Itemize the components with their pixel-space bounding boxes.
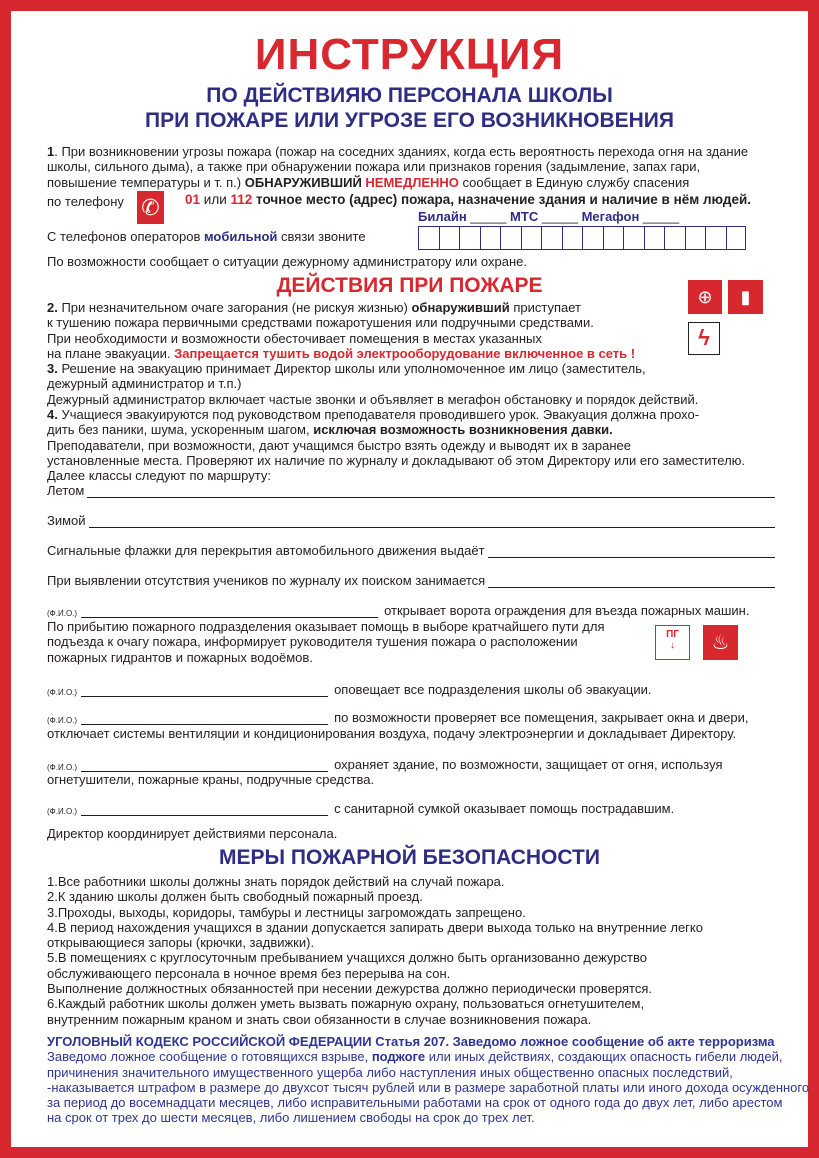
text-line	[185, 192, 751, 207]
text-line	[47, 422, 745, 437]
text-segment: открывающиеся запоры (крючки, задвижки).	[47, 935, 315, 951]
text-segment: 112	[230, 192, 253, 207]
duty-text: с санитарной сумкой оказывает помощь пострадавшим.	[334, 801, 675, 816]
digit-box[interactable]	[726, 226, 747, 250]
phone-number-boxes	[418, 226, 746, 250]
text-line	[47, 1080, 809, 1095]
text-segment: Решение на эвакуацию принимает Директор школы или уполномоченное им лицо (заместитель,	[57, 361, 646, 377]
text-line	[47, 935, 703, 950]
text-segment: Далее классы следуют по маршруту:	[47, 468, 271, 484]
text-segment: При необходимости и возможности обесточивает помещения в местах указанных	[47, 330, 542, 346]
text-segment: _____	[538, 209, 582, 224]
text-line	[47, 981, 703, 996]
text-line	[47, 1110, 809, 1125]
subtitle-line-1: ПО ДЕЙСТВИЯЮ ПЕРСОНАЛА ШКОЛЫ	[206, 84, 613, 107]
text-segment: на срок от трех до шести месяцев, либо лишением свободы на срок до трех лет.	[47, 1110, 535, 1126]
text-segment: УГОЛОВНЫЙ КОДЕКС РОССИЙСКОЙ ФЕДЕРАЦИИ Статья 207. Заведомо ложное сообщение об акте терроризма	[47, 1034, 775, 1049]
text-segment: 01	[185, 192, 201, 207]
text-line	[47, 174, 748, 189]
text-line	[47, 346, 745, 361]
text-line	[47, 229, 366, 244]
text-segment: огнетушители, пожарные краны, подручные средства.	[47, 772, 375, 787]
fio-label: (Ф.И.О.)	[47, 807, 78, 816]
winter-route-field[interactable]	[47, 513, 775, 528]
text-line	[47, 772, 374, 787]
text-line	[47, 1095, 809, 1110]
text-segment: 2.К зданию школы должен быть свободный пожарный проезд.	[47, 889, 423, 905]
text-segment: обнаруживший	[411, 300, 510, 315]
text-line	[47, 905, 703, 920]
text-segment: . При возникновении угрозы пожара (пожар на соседних зданиях, когда есть вероятность перехода огня на здание	[54, 144, 749, 159]
text-segment: Учащиеся эвакуируются под руководством преподавателя проводившего урок. Эвакуация должна прохо-	[57, 407, 700, 423]
duty-continuation	[47, 726, 736, 741]
text-segment: Преподаватели, при возможности, дают учащимся быстро взять одежду и выводят их в заранее	[47, 437, 632, 453]
text-segment: по телефону	[47, 194, 124, 209]
text-segment: повышение температуры и т. п.)	[47, 174, 245, 190]
text-segment: на плане эвакуации.	[47, 345, 175, 361]
text-segment: Директор координирует действиями персонала.	[47, 826, 338, 841]
text-segment: сообщает в Единую службу спасения	[458, 174, 690, 190]
text-segment: Мегафон	[581, 209, 640, 224]
digit-box[interactable]	[685, 226, 706, 250]
text-segment: пожарных гидрантов и пожарных водоёмов.	[47, 649, 313, 665]
text-segment: причинения значительного имущественного ущерба либо наступления иных общественно опасных последствий,	[47, 1064, 733, 1080]
director-text	[47, 826, 337, 841]
text-segment: 4.	[47, 407, 58, 423]
text-line	[47, 158, 748, 173]
digit-box[interactable]	[521, 226, 542, 250]
text-line	[47, 468, 745, 483]
text-segment: обслуживающего персонала в ночное время без перерыва на сон.	[47, 965, 451, 981]
section-measures-heading: МЕРЫ ПОЖАРНОЙ БЕЗОПАСНОСТИ	[219, 846, 600, 869]
text-line	[47, 996, 703, 1011]
text-line	[47, 254, 527, 269]
text-line	[47, 315, 745, 330]
text-segment: 1.Все работники школы должны знать порядок действий на случай пожара.	[47, 874, 505, 889]
text-line	[47, 889, 703, 904]
report-text	[47, 254, 527, 269]
digit-box[interactable]	[644, 226, 665, 250]
text-line	[47, 1012, 703, 1027]
text-segment: 5.В помещениях с круглосуточным пребыванием учащихся должно быть организованно дежурство	[47, 950, 647, 966]
criminal-code-notice	[47, 1034, 809, 1126]
water-source-icon: ♨	[703, 625, 738, 660]
digit-box[interactable]	[480, 226, 501, 250]
fio-label: (Ф.И.О.)	[47, 688, 78, 697]
text-segment: МТС	[510, 209, 539, 224]
fio-line[interactable]	[81, 760, 328, 772]
text-line	[47, 619, 605, 634]
text-segment: НЕМЕДЛЕННО	[365, 174, 459, 190]
search-field[interactable]	[47, 573, 775, 588]
text-line	[47, 950, 703, 965]
duty-text: открывает ворота ограждения для въезда пожарных машин.	[384, 603, 750, 618]
digit-box[interactable]	[459, 226, 480, 250]
emergency-numbers	[185, 192, 751, 207]
text-segment: или	[200, 192, 231, 207]
digit-box[interactable]	[418, 226, 439, 250]
text-line	[47, 1065, 809, 1080]
mobile-call-text	[47, 229, 366, 244]
digit-box[interactable]	[500, 226, 521, 250]
fio-line[interactable]	[81, 713, 328, 725]
digit-box[interactable]	[439, 226, 460, 250]
text-segment: 3.	[47, 361, 58, 377]
summer-route-field[interactable]	[47, 483, 775, 498]
text-line	[47, 726, 736, 741]
text-segment: _____	[639, 209, 680, 224]
hydrant-sign-label: ПГ	[666, 629, 679, 640]
text-segment: Выполнение должностных обязанностей при несении дежурства должно периодически проверятся.	[47, 981, 652, 997]
text-line	[47, 634, 605, 649]
mobile-operators	[418, 209, 679, 224]
duty-text: по возможности проверяет все помещения, закрывает окна и двери,	[334, 710, 749, 725]
winter-label: Зимой	[47, 513, 86, 528]
text-segment: При незначительном очаге загорания (не рискуя жизнью)	[57, 300, 412, 315]
digit-box[interactable]	[541, 226, 562, 250]
text-segment: исключая возможность возникновения давки.	[313, 422, 613, 438]
text-segment: школы, сильного дыма), а также при обнаружении пожара или признаков горения (задымление, запах гари,	[47, 159, 701, 175]
fio-label: (Ф.И.О.)	[47, 609, 78, 618]
fio-label: (Ф.И.О.)	[47, 716, 78, 725]
fio-label: (Ф.И.О.)	[47, 763, 78, 772]
text-line	[47, 361, 745, 376]
text-line	[47, 438, 745, 453]
text-line	[47, 407, 745, 422]
text-segment: _____	[466, 209, 511, 224]
text-segment: 4.В период нахождения учащихся в здании допускается запирать двери выхода только на внутренние легко	[47, 919, 703, 935]
text-segment: мобильной	[203, 229, 278, 244]
duty-continuation	[47, 772, 374, 787]
text-segment: внутренним пожарным краном и знать свои обязанности в случае возникновения пожара.	[47, 1011, 592, 1027]
digit-box[interactable]	[705, 226, 726, 250]
text-line	[47, 874, 703, 889]
subtitle-line-2: ПРИ ПОЖАРЕ ИЛИ УГРОЗЕ ЕГО ВОЗНИКНОВЕНИЯ	[145, 109, 674, 132]
text-segment: или иных действиях, создающих опасность гибели людей,	[425, 1049, 783, 1065]
measures-list	[47, 874, 703, 1027]
text-line	[47, 194, 124, 209]
fire-hose-icon: ⊕	[688, 280, 722, 314]
text-segment: установленные места. Проверяют их наличие по журналу и докладывают об этом Директору или его заместителю.	[47, 452, 746, 468]
fire-extinguisher-icon: ▮	[728, 280, 763, 314]
text-segment: 1	[47, 144, 55, 159]
text-line	[47, 392, 745, 407]
text-segment: Заведомо ложное сообщение о готовящихся взрыве,	[47, 1049, 372, 1065]
search-label: При выявлении отсутствия учеников по журналу их поиском занимается	[47, 573, 486, 588]
text-segment: С телефонов операторов	[47, 229, 204, 244]
text-segment: к тушению пожара первичными средствами пожаротушения или подручными средствами.	[47, 315, 594, 331]
actions-paragraph	[47, 300, 745, 484]
text-line	[47, 920, 703, 935]
text-segment: дить без паники, шума, ускоренным шагом,	[47, 422, 314, 438]
text-segment: 3.Проходы, выходы, коридоры, тамбуры и лестницы загромождать запрещено.	[47, 904, 526, 920]
text-segment: Дежурный администратор включает частые звонки и объявляет в мегафон обстановку и порядок действий.	[47, 391, 699, 407]
digit-box[interactable]	[623, 226, 644, 250]
text-segment: -наказывается штрафом в размере до двухсот тысяч рублей или в размере заработной платы или иного дохода осужденного	[47, 1079, 810, 1095]
text-segment: ОБНАРУЖИВШИЙ	[244, 174, 366, 190]
text-line	[47, 331, 745, 346]
section-actions-heading: ДЕЙСТВИЯ ПРИ ПОЖАРЕ	[276, 274, 543, 297]
phone-icon: ✆	[137, 191, 164, 224]
text-line	[47, 966, 703, 981]
intro-paragraph	[47, 143, 748, 189]
flags-field[interactable]	[47, 543, 775, 558]
electrical-hazard-icon: ϟ	[688, 322, 720, 355]
text-segment: приступает	[509, 300, 581, 315]
text-segment: отключает системы вентиляции и кондиционирования воздуха, подачу электроэнергии и докладывает Директору.	[47, 726, 737, 741]
digit-box[interactable]	[664, 226, 685, 250]
digit-box[interactable]	[603, 226, 624, 250]
digit-box[interactable]	[582, 226, 603, 250]
fio-line[interactable]	[81, 606, 378, 618]
search-line[interactable]	[488, 576, 775, 588]
winter-line[interactable]	[89, 516, 775, 528]
duty-text: охраняет здание, по возможности, защищает от огня, используя	[334, 757, 723, 772]
text-line	[47, 453, 745, 468]
text-line	[47, 376, 745, 391]
digit-box[interactable]	[562, 226, 583, 250]
text-segment: за период до восемнадцати месяцев, либо исправительными работами на срок от одного года до двух лет, либо арестом	[47, 1095, 783, 1111]
text-segment: Билайн	[418, 209, 467, 224]
fio-line[interactable]	[81, 685, 328, 697]
flags-label: Сигнальные флажки для перекрытия автомобильного движения выдаёт	[47, 543, 485, 558]
poster-title: ИНСТРУКЦИЯ	[254, 30, 565, 79]
duty-text: оповещает все подразделения школы об эвакуации.	[334, 682, 652, 697]
text-segment: дежурный администратор и т.п.)	[47, 376, 242, 392]
text-line	[47, 143, 748, 158]
fio-line[interactable]	[81, 804, 328, 816]
text-segment: 6.Каждый работник школы должен уметь вызвать пожарную охрану, пользоваться огнетушителем,	[47, 996, 645, 1012]
text-line	[47, 1034, 809, 1049]
phone-label	[47, 194, 124, 209]
text-segment: точное место (адрес) пожара, назначение здания и наличие в нём людей.	[252, 192, 752, 207]
flags-line[interactable]	[488, 546, 775, 558]
summer-label: Летом	[47, 483, 85, 498]
text-segment: связи звоните	[277, 229, 366, 244]
text-segment: 2.	[47, 300, 58, 315]
arrival-paragraph	[47, 619, 605, 665]
text-segment: поджоге	[371, 1049, 426, 1065]
text-line	[47, 650, 605, 665]
text-line	[418, 209, 679, 224]
text-line	[47, 826, 337, 841]
text-segment: Запрещается тушить водой электрооборудование включенное в сеть !	[174, 345, 636, 361]
text-segment: По возможности сообщает о ситуации дежурному администратору или охране.	[47, 254, 527, 269]
text-line	[47, 1049, 809, 1064]
hydrant-sign-icon: ПГ ↓	[655, 625, 690, 660]
text-line	[47, 300, 745, 315]
text-segment: подъезда к очагу пожара, информирует руководителя тушения пожара о расположении	[47, 634, 578, 650]
summer-line[interactable]	[87, 486, 775, 498]
text-segment: По прибытию пожарного подразделения оказывает помощь в выборе кратчайшего пути для	[47, 619, 605, 634]
